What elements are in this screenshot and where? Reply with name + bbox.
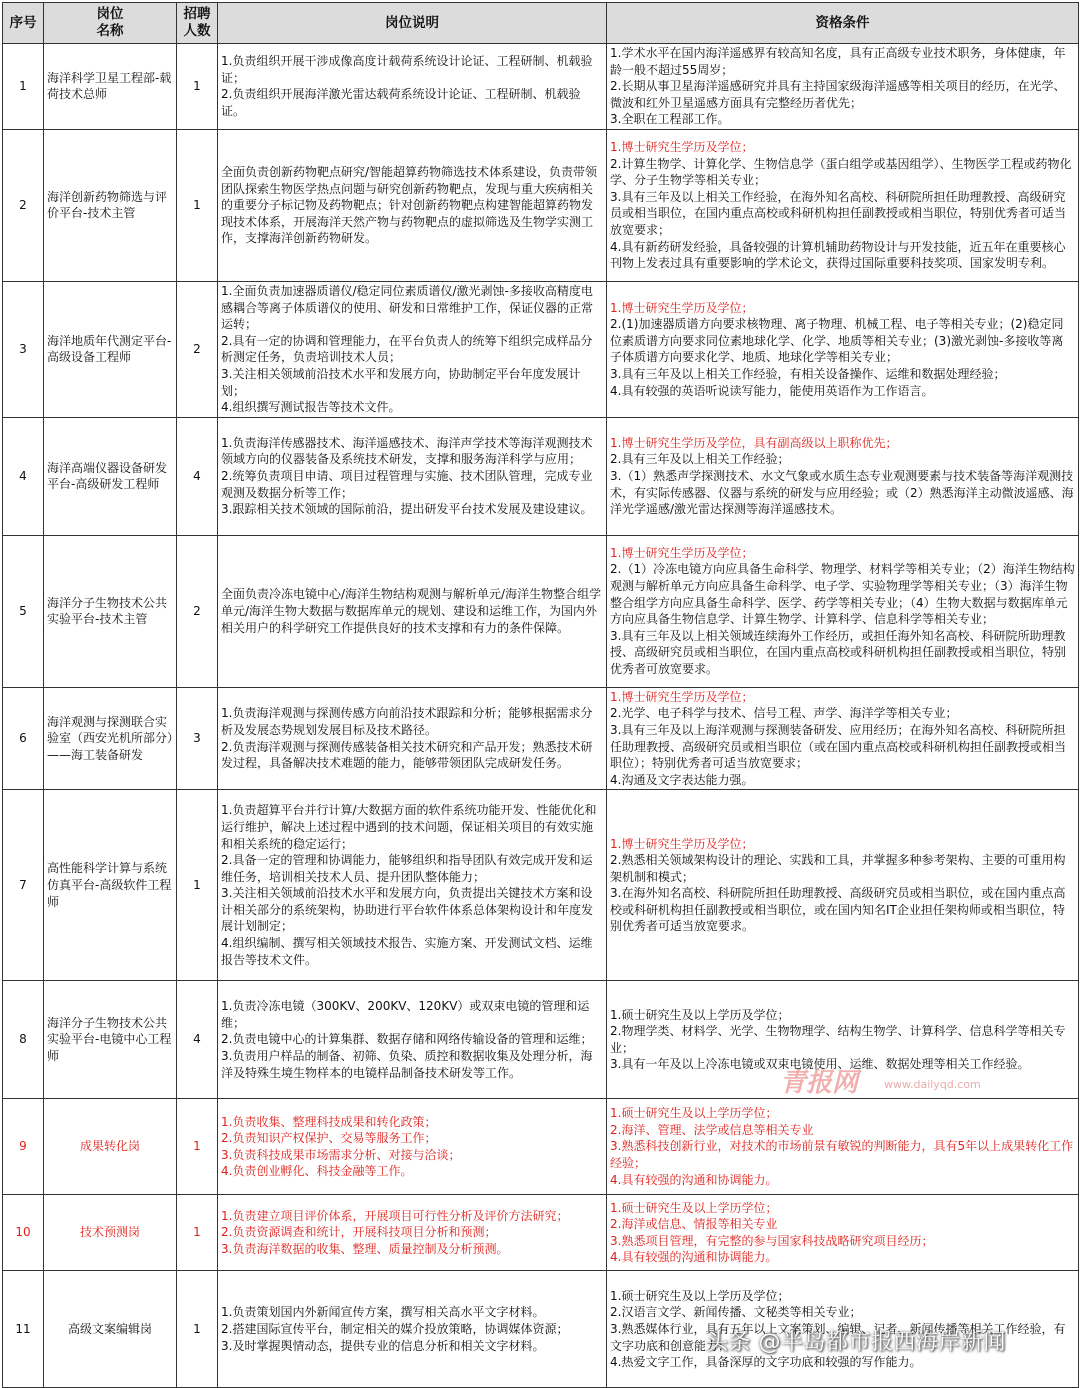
- description-line: 全面负责创新药物靶点研究/智能超算药物筛选技术体系建设，负责带领团队探索生物医学热点问题与研究创新药物靶点，发现与重大疾病相关的重要分子标记物及药物靶点；针对创新药物靶点构建智能超算药物发现技术体系，开展海洋天然产物与药物靶点的虚拟筛选及生物学实测工作，支撑海洋创新药物研发。: [221, 164, 598, 246]
- requirement-line: 4.沟通及文字表达能力强。: [610, 772, 754, 787]
- qualification-requirements: [607, 687, 1079, 790]
- description-line: 2.具有一定的协调和管理能力，在平台负责人的统筹下组织完成样品分析测定任务，负责培训技术人员；: [221, 333, 593, 365]
- table-row: [3, 790, 1079, 981]
- position-count: 4: [177, 981, 218, 1099]
- description-line: 2.负责知识产权保护、交易等服务工作；: [221, 1131, 437, 1146]
- requirement-line: 1.学术水平在国内海洋遥感界有较高知名度，具有正高级专业技术职务，身体健康，年龄一般不超过55周岁；: [610, 46, 1066, 77]
- table-row: [3, 687, 1079, 790]
- position-name: 高性能科学计算与系统仿真平台-高级软件工程师: [44, 790, 177, 981]
- description-line: 3.跟踪相关技术领域的国际前沿，提出研发平台技术发展及建设建议。: [221, 502, 593, 517]
- header-count: 招聘 人数: [177, 3, 218, 44]
- requirement-line: 2.物理学类、材料学、光学、生物物理学、结构生物学、计算科学、信息科学等相关专业；: [610, 1024, 1066, 1055]
- requirement-line: 1.硕士研究生及以上学历及学位；: [610, 1288, 790, 1303]
- position-count: 1: [177, 1195, 218, 1271]
- position-description: [218, 981, 607, 1099]
- row-number: 2: [3, 129, 44, 281]
- description-line: 2.搭建国际宣传平台，制定相关的媒介投放策略，协调媒体资源；: [221, 1321, 569, 1336]
- position-description: [218, 790, 607, 981]
- position-name: 高级文案编辑岗: [44, 1271, 177, 1388]
- requirement-line: 3.具有三年及以上相关领域连续海外工作经历，或担任海外知名高校、科研院所助理教授、高级研究员或相当职位，在国内重点高校或科研机构担任副教授或相当职位，特别优秀者可放宽要求。: [610, 628, 1067, 676]
- row-number: 1: [3, 44, 44, 130]
- row-number: 3: [3, 281, 44, 417]
- position-name: 成果转化岗: [44, 1099, 177, 1195]
- description-line: 2.负责电镜中心的计算集群、数据存储和网络传输设备的管理和运维；: [221, 1032, 593, 1047]
- requirement-line: 3.具有三年及以上海洋观测与探测装备研发、应用经历；在海外知名高校、科研院所担任助理教授、高级研究员或相当职位（或在国内重点高校或科研机构担任副教授或相当职位）；特别优秀者可适当放宽要求；: [610, 722, 1067, 771]
- position-name: 海洋创新药物筛选与评价平台-技术主管: [44, 129, 177, 281]
- position-description: [218, 44, 607, 130]
- position-description: [218, 1099, 607, 1195]
- description-line: 2.负责组织开展海洋激光雷达载荷系统设计论证、工程研制、机载验证。: [221, 87, 581, 119]
- position-description: [218, 129, 607, 281]
- requirement-line: 4.具有新药研发经验，具备较强的计算机辅助药物设计与开发技能，近五年在重要核心刊物上发表过具有重要影响的学术论文，获得过国际重要科技奖项、国家发明专利。: [610, 239, 1066, 271]
- requirement-line: 1.博士研究生学历及学位；: [610, 140, 754, 155]
- qualification-requirements: [607, 281, 1079, 417]
- row-number: 10: [3, 1195, 44, 1271]
- requirement-line: 4.具有较强的沟通和协调能力。: [610, 1172, 778, 1187]
- description-line: 1.负责收集、整理科技成果和转化政策；: [221, 1114, 437, 1129]
- position-name: 海洋高端仪器设备研发平台-高级研发工程师: [44, 417, 177, 535]
- position-description: [218, 1195, 607, 1271]
- requirement-line: 2.具有三年及以上相关工作经验；: [610, 452, 790, 467]
- position-count: 1: [177, 790, 218, 981]
- table-row: [3, 129, 1079, 281]
- watermark-credit: 头条 @半岛都市报西海岸新闻: [706, 1330, 1006, 1355]
- table-header: [3, 3, 1079, 44]
- table-row: [3, 535, 1079, 687]
- position-count: 2: [177, 535, 218, 687]
- requirement-line: 2.（1）冷冻电镜方向应具备生命科学、物理学、材料学等相关专业；（2）海洋生物结构观测与解析单元方向应具备生命科学、电子学、实验物理学等相关专业；（3）海洋生物整合组学方向应具备生命科学、医学、药学等相关专业；（4）生物大数据与数据库单元方向应具备生物信息学、计算生物学、计算科学、信息科学等相关专业；: [610, 562, 1075, 627]
- description-line: 1.负责组织开展干涉成像高度计载荷系统设计论证、工程研制、机载验证；: [221, 54, 593, 85]
- recruitment-table: [2, 2, 1079, 1388]
- qualification-requirements: [607, 535, 1079, 687]
- requirement-line: 1.硕士研究生及以上学历学位；: [610, 1106, 778, 1121]
- qualification-requirements: [607, 790, 1079, 981]
- requirement-line: 2.长期从事卫星海洋遥感研究并具有主持国家级海洋遥感等相关项目的经历，在光学、微波和红外卫星遥感方面具有完整经历者优先；: [610, 79, 1066, 110]
- description-line: 2.负责资源调查和统计，开展科技项目分析和预测；: [221, 1225, 497, 1240]
- requirement-line: 1.博士研究生学历及学位，具有副高级以上职称优先；: [610, 435, 898, 450]
- watermark-logo: 青报网: [780, 1068, 859, 1098]
- row-number: 9: [3, 1099, 44, 1195]
- position-count: 1: [177, 129, 218, 281]
- requirement-line: 3.具有三年及以上相关工作经验，有相关设备操作、运维和数据处理经验；: [610, 366, 1006, 381]
- position-count: 4: [177, 417, 218, 535]
- position-name: 海洋分子生物技术公共实验平台-技术主管: [44, 535, 177, 687]
- requirement-line: 1.博士研究生学历及学位；: [610, 545, 754, 560]
- position-name: 海洋分子生物技术公共实验平台-电镜中心工程师: [44, 981, 177, 1099]
- requirement-line: 3.具有一年及以上冷冻电镜或双束电镜使用、运维、数据处理等相关工作经验。: [610, 1057, 1030, 1072]
- description-line: 3.负责用户样品的制备、初筛、负染、质控和数据收集及处理分析，海洋及特殊生境生物样本的电镜样品制备技术研发等工作。: [221, 1049, 593, 1080]
- position-name: 海洋观测与探测联合实验室（西安光机所部分）——海工装备研发: [44, 687, 177, 790]
- row-number: 4: [3, 417, 44, 535]
- position-name: 海洋科学卫星工程部-载荷技术总师: [44, 44, 177, 130]
- requirement-line: 4.具有较强的沟通和协调能力。: [610, 1250, 778, 1265]
- position-count: 3: [177, 687, 218, 790]
- position-description: [218, 417, 607, 535]
- requirement-line: 2.海洋或信息、情报等相关专业: [610, 1217, 778, 1232]
- row-number: 6: [3, 687, 44, 790]
- table-body: [3, 44, 1079, 1388]
- description-line: 1.负责冷冻电镜（300KV、200KV、120KV）或双束电镜的管理和运维；: [221, 999, 590, 1030]
- requirement-line: 3.在海外知名高校、科研院所担任助理教授、高级研究员或相当职位，或在国内重点高校或科研机构担任副教授或相当职位，或在国内知名IT企业担任架构师或相当职位，特别优秀者可适当放宽要求。: [610, 886, 1066, 934]
- requirement-line: 1.硕士研究生及以上学历及学位；: [610, 1007, 790, 1022]
- table-row: [3, 44, 1079, 130]
- description-line: 4.组织编制、撰写相关领域技术报告、实施方案、开发测试文档、运维报告等技术文件。: [221, 936, 593, 967]
- description-line: 3.负责海洋数据的收集、整理、质量控制及分析预测。: [221, 1242, 509, 1257]
- description-line: 3.及时掌握舆情动态，提供专业的信息分析和相关文字材料。: [221, 1338, 545, 1353]
- requirement-line: 3.熟悉媒体行业，具有五年以上文案策划、编辑、记者、新闻传播等相关工作经验，有文字功底和创意能力；: [610, 1321, 1066, 1353]
- requirement-line: 3.熟悉科技创新行业，对技术的市场前景有敏锐的判断能力，具有5年以上成果转化工作经验；: [610, 1139, 1074, 1171]
- description-line: 3.关注相关领域前沿技术水平和发展方向，负责提出关键技术方案和设计相关部分的系统架构，协助进行平台软件体系总体架构设计和年度发展计划制定；: [221, 886, 594, 934]
- description-line: 1.负责建立项目评价体系，开展项目可行性分析及评价方法研究；: [221, 1208, 569, 1223]
- description-line: 2.具备一定的管理和协调能力，能够组织和指导团队有效完成开发和运维任务，培训相关技术人员、提升团队整体能力；: [221, 853, 593, 884]
- row-number: 11: [3, 1271, 44, 1388]
- description-line: 2.统筹负责项目申请、项目过程管理与实施、技术团队管理，完成专业观测及数据分析等工作；: [221, 468, 593, 500]
- requirement-line: 3.熟悉项目管理，有完整的参与国家科技战略研究项目经历；: [610, 1233, 934, 1248]
- position-count: 1: [177, 1099, 218, 1195]
- qualification-requirements: [607, 44, 1079, 130]
- description-line: 4.负责创业孵化、科技金融等工作。: [221, 1164, 413, 1179]
- requirement-line: 2.计算生物学、计算化学、生物信息学（蛋白组学或基因组学）、生物医学工程或药物化学、分子生物学等相关专业；: [610, 156, 1072, 188]
- watermark-url: www.dailyqd.com: [884, 1078, 981, 1091]
- description-line: 1.负责策划国内外新闻宣传方案，撰写相关高水平文字材料。: [221, 1305, 545, 1320]
- requirement-line: 2.汉语言文学、新闻传播、文秘类等相关专业；: [610, 1305, 862, 1320]
- requirement-line: 4.具有较强的英语听说读写能力，能使用英语作为工作语言。: [610, 383, 934, 398]
- position-description: [218, 281, 607, 417]
- qualification-requirements: [607, 417, 1079, 535]
- row-number: 5: [3, 535, 44, 687]
- position-count: 1: [177, 44, 218, 130]
- description-line: 1.负责海洋传感器技术、海洋遥感技术、海洋声学技术等海洋观测技术领域方向的仪器装备及系统技术研发，支撑和服务海洋科学与应用；: [221, 435, 593, 467]
- table-row: [3, 1195, 1079, 1271]
- header-req: 资格条件: [607, 3, 1079, 44]
- requirement-line: 2.海洋、管理、法学或信息等相关专业: [610, 1122, 814, 1137]
- description-line: 4.组织撰写测试报告等技术文件。: [221, 400, 401, 415]
- position-description: [218, 1271, 607, 1388]
- requirement-line: 1.博士研究生学历及学位；: [610, 836, 754, 851]
- position-name: 海洋地质年代测定平台-高级设备工程师: [44, 281, 177, 417]
- header-no: 序号: [3, 3, 44, 44]
- position-description: [218, 535, 607, 687]
- requirement-line: 1.博士研究生学历及学位；: [610, 300, 754, 315]
- requirement-line: 4.热爱文字工作，具备深厚的文字功底和较强的写作能力。: [610, 1355, 922, 1370]
- qualification-requirements: [607, 1099, 1079, 1195]
- position-name: 技术预测岗: [44, 1195, 177, 1271]
- header-desc: 岗位说明: [218, 3, 607, 44]
- description-line: 3.负责科技成果市场需求分析、对接与洽谈；: [221, 1147, 461, 1162]
- requirement-line: 2.(1)加速器质谱方向要求核物理、离子物理、机械工程、电子等相关专业；(2)稳定同位素质谱方向要求同位素地球化学、化学、地质等相关专业；(3)激光剥蚀-多接收等离子体质谱方向要求化学、地质、地球化学等相关专业；: [610, 317, 1064, 365]
- requirement-line: 1.博士研究生学历及学位；: [610, 689, 754, 704]
- requirement-line: 1.硕士研究生及以上学历学位；: [610, 1200, 778, 1215]
- description-line: 2.负责海洋观测与探测传感装备相关技术研究和产品开发；熟悉技术研发过程，具备解决技术难题的能力，能够带领团队完成研发任务。: [221, 739, 593, 771]
- requirement-line: 3.全职在工程部工作。: [610, 112, 730, 127]
- table-row: [3, 417, 1079, 535]
- description-line: 1.负责超算平台并行计算/大数据方面的软件系统功能开发、性能优化和运行维护，解决上述过程中遇到的技术问题，保证相关项目的有效实施和相关系统的稳定运行；: [221, 803, 597, 851]
- description-line: 1.负责海洋观测与探测传感方向前沿技术跟踪和分析；能够根据需求分析及发展态势规划发展目标及技术路径。: [221, 706, 593, 737]
- requirement-line: 2.熟悉相关领域架构设计的理论、实践和工具，并掌握多种参考架构、主要的可重用构架机制和模式；: [610, 853, 1066, 884]
- requirement-line: 3.具有三年及以上相关工作经验，在海外知名高校、科研院所担任助理教授、高级研究员或相当职位，在国内重点高校或科研机构担任副教授或相当职位，特别优秀者可适当放宽要求；: [610, 189, 1067, 238]
- requirement-line: 3.（1）熟悉声学探测技术、水文气象或水质生态专业观测要素与技术装备等海洋观测技术，有实际传感器、仪器与系统的研发与应用经验；或（2）熟悉海洋主动微波遥感、海洋光学遥感/激光雷达探测等海洋遥感技术。: [610, 468, 1074, 517]
- header-name: 岗位 名称: [44, 3, 177, 44]
- table-row: [3, 281, 1079, 417]
- qualification-requirements: [607, 1195, 1079, 1271]
- description-line: 1.全面负责加速器质谱仪/稳定同位素质谱仪/激光剥蚀-多接收高精度电感耦合等离子体质谱仪的使用、研发和日常维护工作，保证仪器的正常运转；: [221, 283, 594, 332]
- qualification-requirements: [607, 129, 1079, 281]
- row-number: 7: [3, 790, 44, 981]
- requirement-line: 2.光学、电子科学与技术、信号工程、声学、海洋学等相关专业；: [610, 706, 958, 721]
- description-line: 全面负责冷冻电镜中心/海洋生物结构观测与解析单元/海洋生物整合组学单元/海洋生物大数据与数据库单元的规划、建设和运维工作，为国内外相关用户的科学研究工作提供良好的技术支撑和有力的条件保障。: [221, 587, 602, 635]
- position-count: 2: [177, 281, 218, 417]
- table-row: [3, 1099, 1079, 1195]
- row-number: 8: [3, 981, 44, 1099]
- position-description: [218, 687, 607, 790]
- description-line: 3.关注相关领域前沿技术水平和发展方向，协助制定平台年度发展计划；: [221, 366, 581, 398]
- position-count: 1: [177, 1271, 218, 1388]
